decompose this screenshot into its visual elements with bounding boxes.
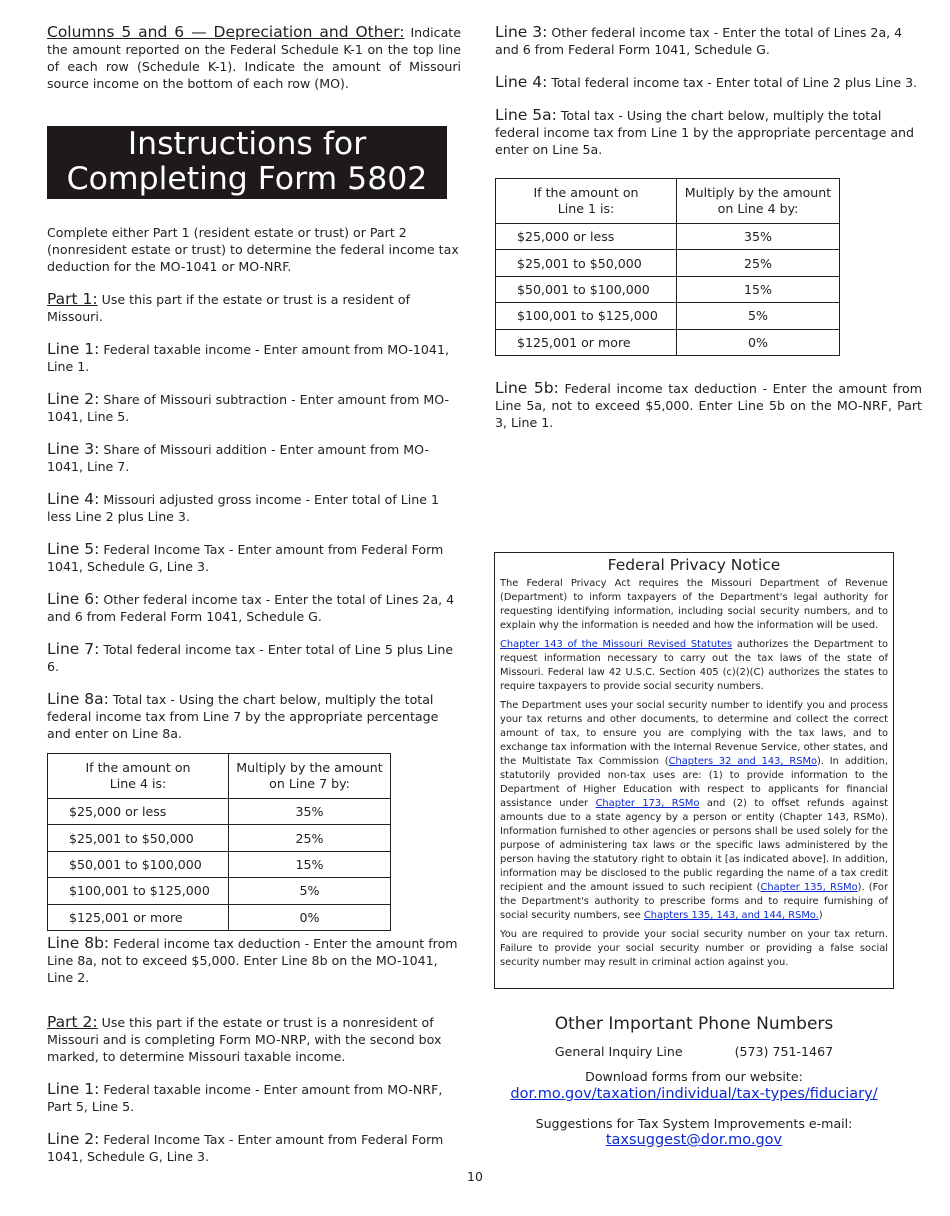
privacy-notice-box: [494, 552, 894, 989]
table-header-row: [48, 754, 391, 799]
fiduciary-forms-link[interactable]: dor.mo.gov/taxation/individual/tax-types/fiduciary/: [510, 1086, 878, 1102]
part1-line-6: Line 6: Other federal income tax - Enter the total of Lines 2a, 4 and 6 from Federal Form 1041, Schedule G.: [47, 590, 455, 624]
instructions-banner: [47, 126, 447, 199]
part2-line-1: Line 1: Federal taxable income - Enter amount from MO-NRF, Part 5, Line 5.: [47, 1079, 443, 1114]
part2-rate-table: [495, 178, 840, 356]
inquiry-number: (573) 751-1467: [734, 1044, 834, 1059]
inquiry-line: General Inquiry Line (573) 751-1467: [554, 1044, 834, 1059]
suggestions-text: Suggestions for Tax System Improvements e-mail:: [535, 1116, 853, 1131]
table-row: $25,000 or less 35%: [48, 799, 391, 825]
privacy-paragraph-2: Chapter 143 of the Missouri Revised Statutes authorizes the Department to request information necessary to carry out the tax laws of the state of Missouri. Federal law 42 U.S.C. Section 405 (c)(2)(C) authorizes the states to require taxpayers to provide social security numbers.: [500, 639, 888, 692]
chapter-173-link[interactable]: Chapter 173, RSMo: [595, 798, 700, 809]
part1-line-8a: Line 8a: Total tax - Using the chart below, multiply the total federal income tax from Line 7 by the appropriate percentage and enter on Line 8a.: [47, 690, 439, 741]
table-row: $25,000 or less 35%: [496, 224, 840, 250]
table-row: $50,001 to $100,000 15%: [496, 276, 840, 302]
chapter-135-link[interactable]: Chapter 135, RSMo: [760, 882, 858, 893]
part2-line-5b: Line 5b: Federal income tax deduction - Enter the amount from Line 5a, not to exceed $5,000. Enter Line 5b on the MO-NRF, Part 3, Line 1.: [495, 378, 922, 430]
table-row: $25,001 to $50,000 25%: [496, 250, 840, 276]
privacy-paragraph-3: The Department uses your social security number to identify you and process your tax returns and other documents, to determine and collect the correct amount of tax, to ensure you are complying with the tax laws, and to exchange tax information with the Internal Revenue Service, other states, and the Multistate Tax Commission (Chapters 32 and 143, RSMo). In addition, statutorily provided non-tax uses are: (1) to provide information to the Department of Higher Education with respect to applicants for financial assistance under Chapter 173, RSMo and (2) to offset refunds against amounts due to a state agency by a person or entity (Chapter 143, RSMo). Information furnished to other agencies or persons shall be used solely for the purpose of administering tax laws or the specific laws administered by the person having the statutory right to obtain it [as indicated above]. In addition, information may be disclosed to the public regarding the name of a tax credit recipient and the amount issued to such recipient (Chapter 135, RSMo). (For the Department's authority to prescribe forms and to require furnishing of social security numbers, see Chapters 135, 143, and 144, RSMo.): [500, 700, 888, 921]
table-row: $125,001 or more 0%: [496, 329, 840, 355]
columns-heading: Columns 5 and 6 — Depreciation and Other:: [47, 23, 405, 41]
chapters-135-143-144-link[interactable]: Chapters 135, 143, and 144, RSMo.: [643, 910, 819, 921]
part2-line-3: Line 3: Other federal income tax - Enter the total of Lines 2a, 4 and 6 from Federal Form 1041, Schedule G.: [495, 23, 903, 57]
chapters-32-143-link[interactable]: Chapters 32 and 143, RSMo: [668, 756, 817, 767]
privacy-title: Federal Privacy Notice: [607, 556, 781, 574]
part1-heading: Part 1: Use this part if the estate or trust is a resident of Missouri.: [47, 290, 411, 324]
table-row: $100,001 to $125,000 5%: [496, 303, 840, 329]
table-header-amount: If the amount on Line 1 is:: [496, 179, 677, 224]
privacy-paragraph-4: You are required to provide your social security number on your tax return. Failure to provide your social security number or providing a false social security number may result in criminal action against you.: [500, 929, 888, 968]
part2-line-5a: Line 5a: Total tax - Using the chart below, multiply the total federal income tax from Line 1 by the appropriate percentage and enter on Line 5a.: [495, 106, 915, 157]
columns-text: Indicate the amount reported on the Federal Schedule K-1 on the top line of each row (Schedule K-1). Indicate the amount of Missouri source income on the bottom of each row (MO).: [47, 25, 461, 91]
part1-line-8b: Line 8b: Federal income tax deduction - Enter the amount from Line 8a, not to exceed $5,000. Enter Line 8b on the MO-1041, Line 2.: [47, 933, 458, 985]
table-row: $100,001 to $125,000 5%: [48, 878, 391, 904]
part1-line-7: Line 7: Total federal income tax - Enter total of Line 5 plus Line 6.: [47, 640, 454, 674]
right-column: [495, 24, 922, 431]
forms-text: Download forms from our website:: [585, 1069, 803, 1084]
page-number: 10: [467, 1169, 483, 1184]
table-row: $125,001 or more 0%: [48, 904, 391, 930]
table-header-row: [496, 179, 840, 224]
phone-numbers-section: [494, 1013, 894, 1148]
part2-heading: Part 2: Use this part if the estate or trust is a nonresident of Missouri and is completing Form MO-NRP, with the second box marked, to determine Missouri taxable income.: [47, 1012, 442, 1064]
chapter-143-link[interactable]: Chapter 143 of the Missouri Revised Statutes: [500, 639, 733, 650]
table-header-multiply: Multiply by the amount on Line 4 by:: [677, 179, 840, 224]
banner-line-1: Instructions for: [127, 126, 367, 162]
part-intro: Complete either Part 1 (resident estate or trust) or Part 2 (nonresident estate or trust) to determine the federal income tax deduction for the MO-1041 or MO-NRF.: [47, 225, 459, 274]
phones-title: Other Important Phone Numbers: [554, 1014, 834, 1034]
table-row: $25,001 to $50,000 25%: [48, 825, 391, 851]
part1-rate-table: [47, 753, 391, 931]
privacy-paragraph-1: The Federal Privacy Act requires the Missouri Department of Revenue (Department) to inform taxpayers of the Department's legal authority for requesting identifying information, including social security numbers, and to explain why the information is needed and how the information will be used.: [500, 578, 888, 631]
taxsuggest-email-link[interactable]: taxsuggest@dor.mo.gov: [605, 1132, 783, 1148]
table-header-amount: If the amount on Line 4 is:: [48, 754, 229, 799]
part1-line-4: Line 4: Missouri adjusted gross income - Enter total of Line 1 less Line 2 plus Line 3.: [47, 490, 440, 524]
part1-line-2: Line 2: Share of Missouri subtraction - Enter amount from MO-1041, Line 5.: [47, 390, 450, 424]
banner-line-2: Completing Form 5802: [66, 161, 428, 197]
part2-line-4: Line 4: Total federal income tax - Enter total of Line 2 plus Line 3.: [495, 73, 918, 91]
part1-line-1: Line 1: Federal taxable income - Enter amount from MO-1041, Line 1.: [47, 340, 449, 374]
left-column: [47, 24, 461, 1165]
table-header-multiply: Multiply by the amount on Line 7 by:: [229, 754, 391, 799]
table-row: $50,001 to $100,000 15%: [48, 851, 391, 877]
columns-5-6-paragraph: [47, 24, 461, 92]
part2-line-2: Line 2: Federal Income Tax - Enter amount from Federal Form 1041, Schedule G, Line 3.: [47, 1129, 444, 1164]
part1-line-5: Line 5: Federal Income Tax - Enter amount from Federal Form 1041, Schedule G, Line 3.: [47, 540, 444, 574]
part1-line-3: Line 3: Share of Missouri addition - Enter amount from MO-1041, Line 7.: [47, 440, 429, 474]
